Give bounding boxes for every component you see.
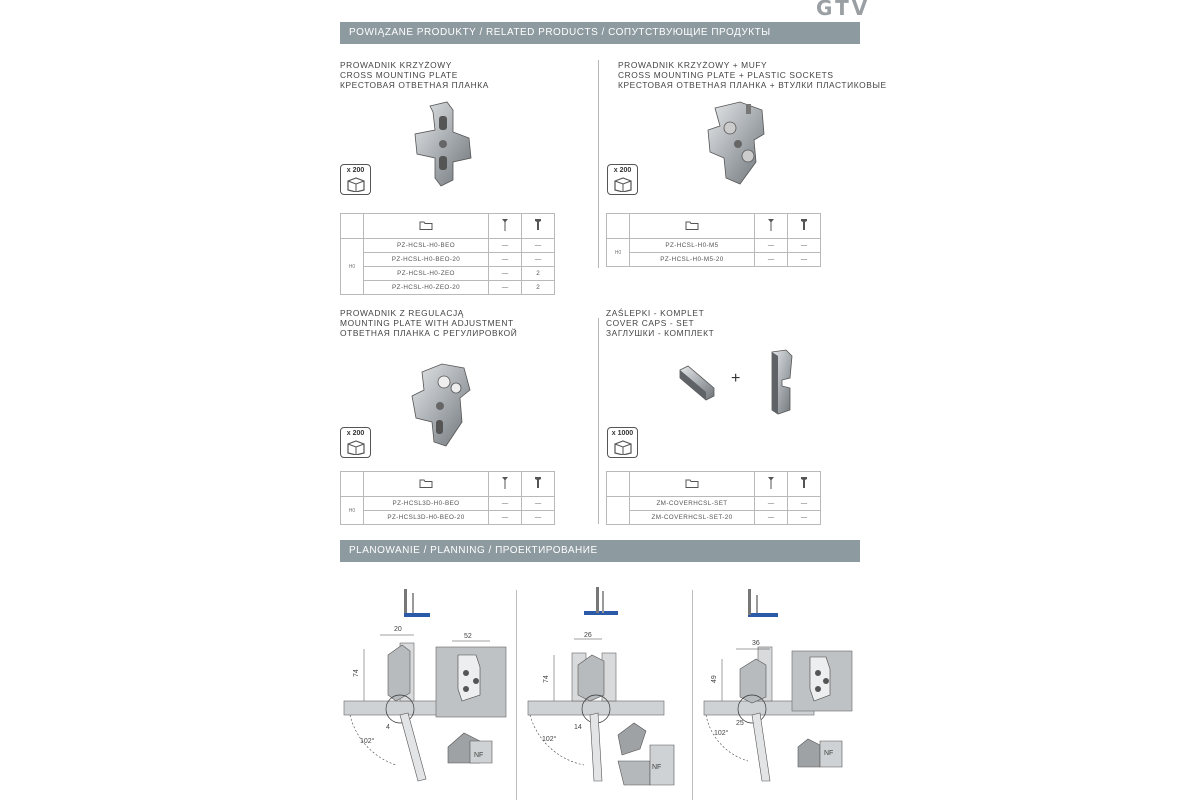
table-row: ZM-COVERHCSL-SET-20 — —	[607, 511, 821, 525]
product-cover-caps-set	[606, 308, 714, 338]
dim-angle: 102°	[360, 738, 375, 745]
dim-height: 49	[711, 675, 718, 683]
folder-icon	[630, 472, 755, 497]
cross-plate-sockets-image	[700, 100, 780, 190]
product-mounting-plate-adjustment	[340, 308, 517, 338]
codes-table-2	[606, 213, 821, 267]
table-row: H0 PZ-HCSL3D-H0-BEO — —	[341, 497, 555, 511]
title-en: COVER CAPS - SET	[606, 318, 695, 328]
box-icon	[613, 177, 633, 192]
divider	[598, 318, 599, 524]
codes-table-4	[606, 471, 821, 525]
screw-icon	[755, 472, 788, 497]
table-row: PZ-HCSL-H0-M5-20 — —	[607, 253, 821, 267]
folder-icon	[630, 214, 755, 239]
dim-angle: 102°	[542, 736, 557, 743]
cover-cap-small-image	[676, 360, 716, 405]
title-pl: PROWADNIK Z REGULACJĄ	[340, 308, 464, 318]
plus-sign: +	[731, 370, 741, 387]
euro-screw-icon	[788, 472, 821, 497]
codes-table-3	[340, 471, 555, 525]
title-ru: ЗАГЛУШКИ - КОМПЛЕКТ	[606, 328, 715, 338]
title-ru: ОТВЕТНАЯ ПЛАНКА С РЕГУЛИРОВКОЙ	[340, 328, 518, 338]
dim-height: 74	[353, 669, 360, 677]
title-ru: КРЕСТОВАЯ ОТВЕТНАЯ ПЛАНКА	[340, 80, 489, 90]
title-pl: PROWADNIK KRZYŻOWY + MUFY	[618, 60, 768, 70]
planning-diagram-full-overlay	[340, 585, 510, 800]
folder-icon	[364, 214, 489, 239]
folder-icon	[364, 472, 489, 497]
product-cross-mounting-plate	[340, 60, 489, 90]
divider	[516, 590, 517, 800]
screw-icon	[489, 214, 522, 239]
label-nf: NF	[474, 752, 484, 759]
table-row: ZM-COVERHCSL-SET — —	[607, 497, 821, 511]
title-en: CROSS MOUNTING PLATE	[340, 70, 458, 80]
codes-table-1	[340, 213, 555, 295]
dim-gap: 4	[386, 724, 390, 731]
screw-icon	[489, 472, 522, 497]
brand-logo: GTV	[816, 0, 871, 20]
title-en: MOUNTING PLATE WITH ADJUSTMENT	[340, 318, 514, 328]
divider	[692, 590, 693, 800]
cover-cap-large-image	[768, 348, 796, 418]
planning-header: PLANOWANIE / PLANNING / ПРОЕКТИРОВАНИЕ	[340, 540, 860, 562]
title-en: CROSS MOUNTING PLATE + PLASTIC SOCKETS	[618, 70, 834, 80]
pack-badge: x 200	[607, 164, 638, 195]
planning-diagram-inset	[700, 585, 860, 800]
dim-top: 26	[584, 632, 592, 639]
box-icon	[346, 177, 366, 192]
adjustable-plate-image	[402, 360, 492, 455]
dim-gap: 14	[574, 724, 582, 731]
dim-height: 74	[543, 675, 550, 683]
screw-icon	[755, 214, 788, 239]
dim-top: 36	[752, 640, 760, 647]
pack-badge: x 1000	[607, 427, 638, 458]
table-row: PZ-HCSL-H0-ZEO — 2	[341, 267, 555, 281]
pack-badge: x 200	[340, 427, 371, 458]
pack-badge: x 200	[340, 164, 371, 195]
euro-screw-icon	[522, 472, 555, 497]
dim-angle: 102°	[714, 730, 729, 737]
box-icon	[613, 440, 633, 455]
title-pl: PROWADNIK KRZYŻOWY	[340, 60, 452, 70]
dim-plate: 52	[464, 633, 472, 640]
title-ru: КРЕСТОВАЯ ОТВЕТНАЯ ПЛАНКА + ВТУЛКИ ПЛАСТИКОВЫЕ	[618, 80, 887, 90]
table-row: H0 PZ-HCSL-H0-BEO — —	[341, 239, 555, 253]
title-pl: ZAŚLEPKI - KOMPLET	[606, 308, 705, 318]
table-row: PZ-HCSL-H0-BEO-20 — —	[341, 253, 555, 267]
divider	[598, 60, 599, 268]
related-products-header: POWIĄZANE PRODUKTY / RELATED PRODUCTS / СОПУТСТВУЮЩИЕ ПРОДУКТЫ	[340, 22, 860, 44]
label-nf: NF	[652, 764, 662, 771]
dim-gap: 25	[736, 720, 744, 727]
cross-plate-image	[405, 100, 485, 190]
table-row: PZ-HCSL-H0-ZEO-20 — 2	[341, 281, 555, 295]
box-icon	[346, 440, 366, 455]
euro-screw-icon	[522, 214, 555, 239]
catalog-page	[340, 0, 887, 800]
table-row: H0 PZ-HCSL-H0-M5 — —	[607, 239, 821, 253]
dim-top: 20	[394, 626, 402, 633]
label-nf: NF	[824, 750, 834, 757]
planning-diagram-half-overlay	[524, 585, 684, 800]
product-cross-mounting-plate-sockets	[618, 60, 887, 90]
euro-screw-icon	[788, 214, 821, 239]
table-row: PZ-HCSL3D-H0-BEO-20 — —	[341, 511, 555, 525]
